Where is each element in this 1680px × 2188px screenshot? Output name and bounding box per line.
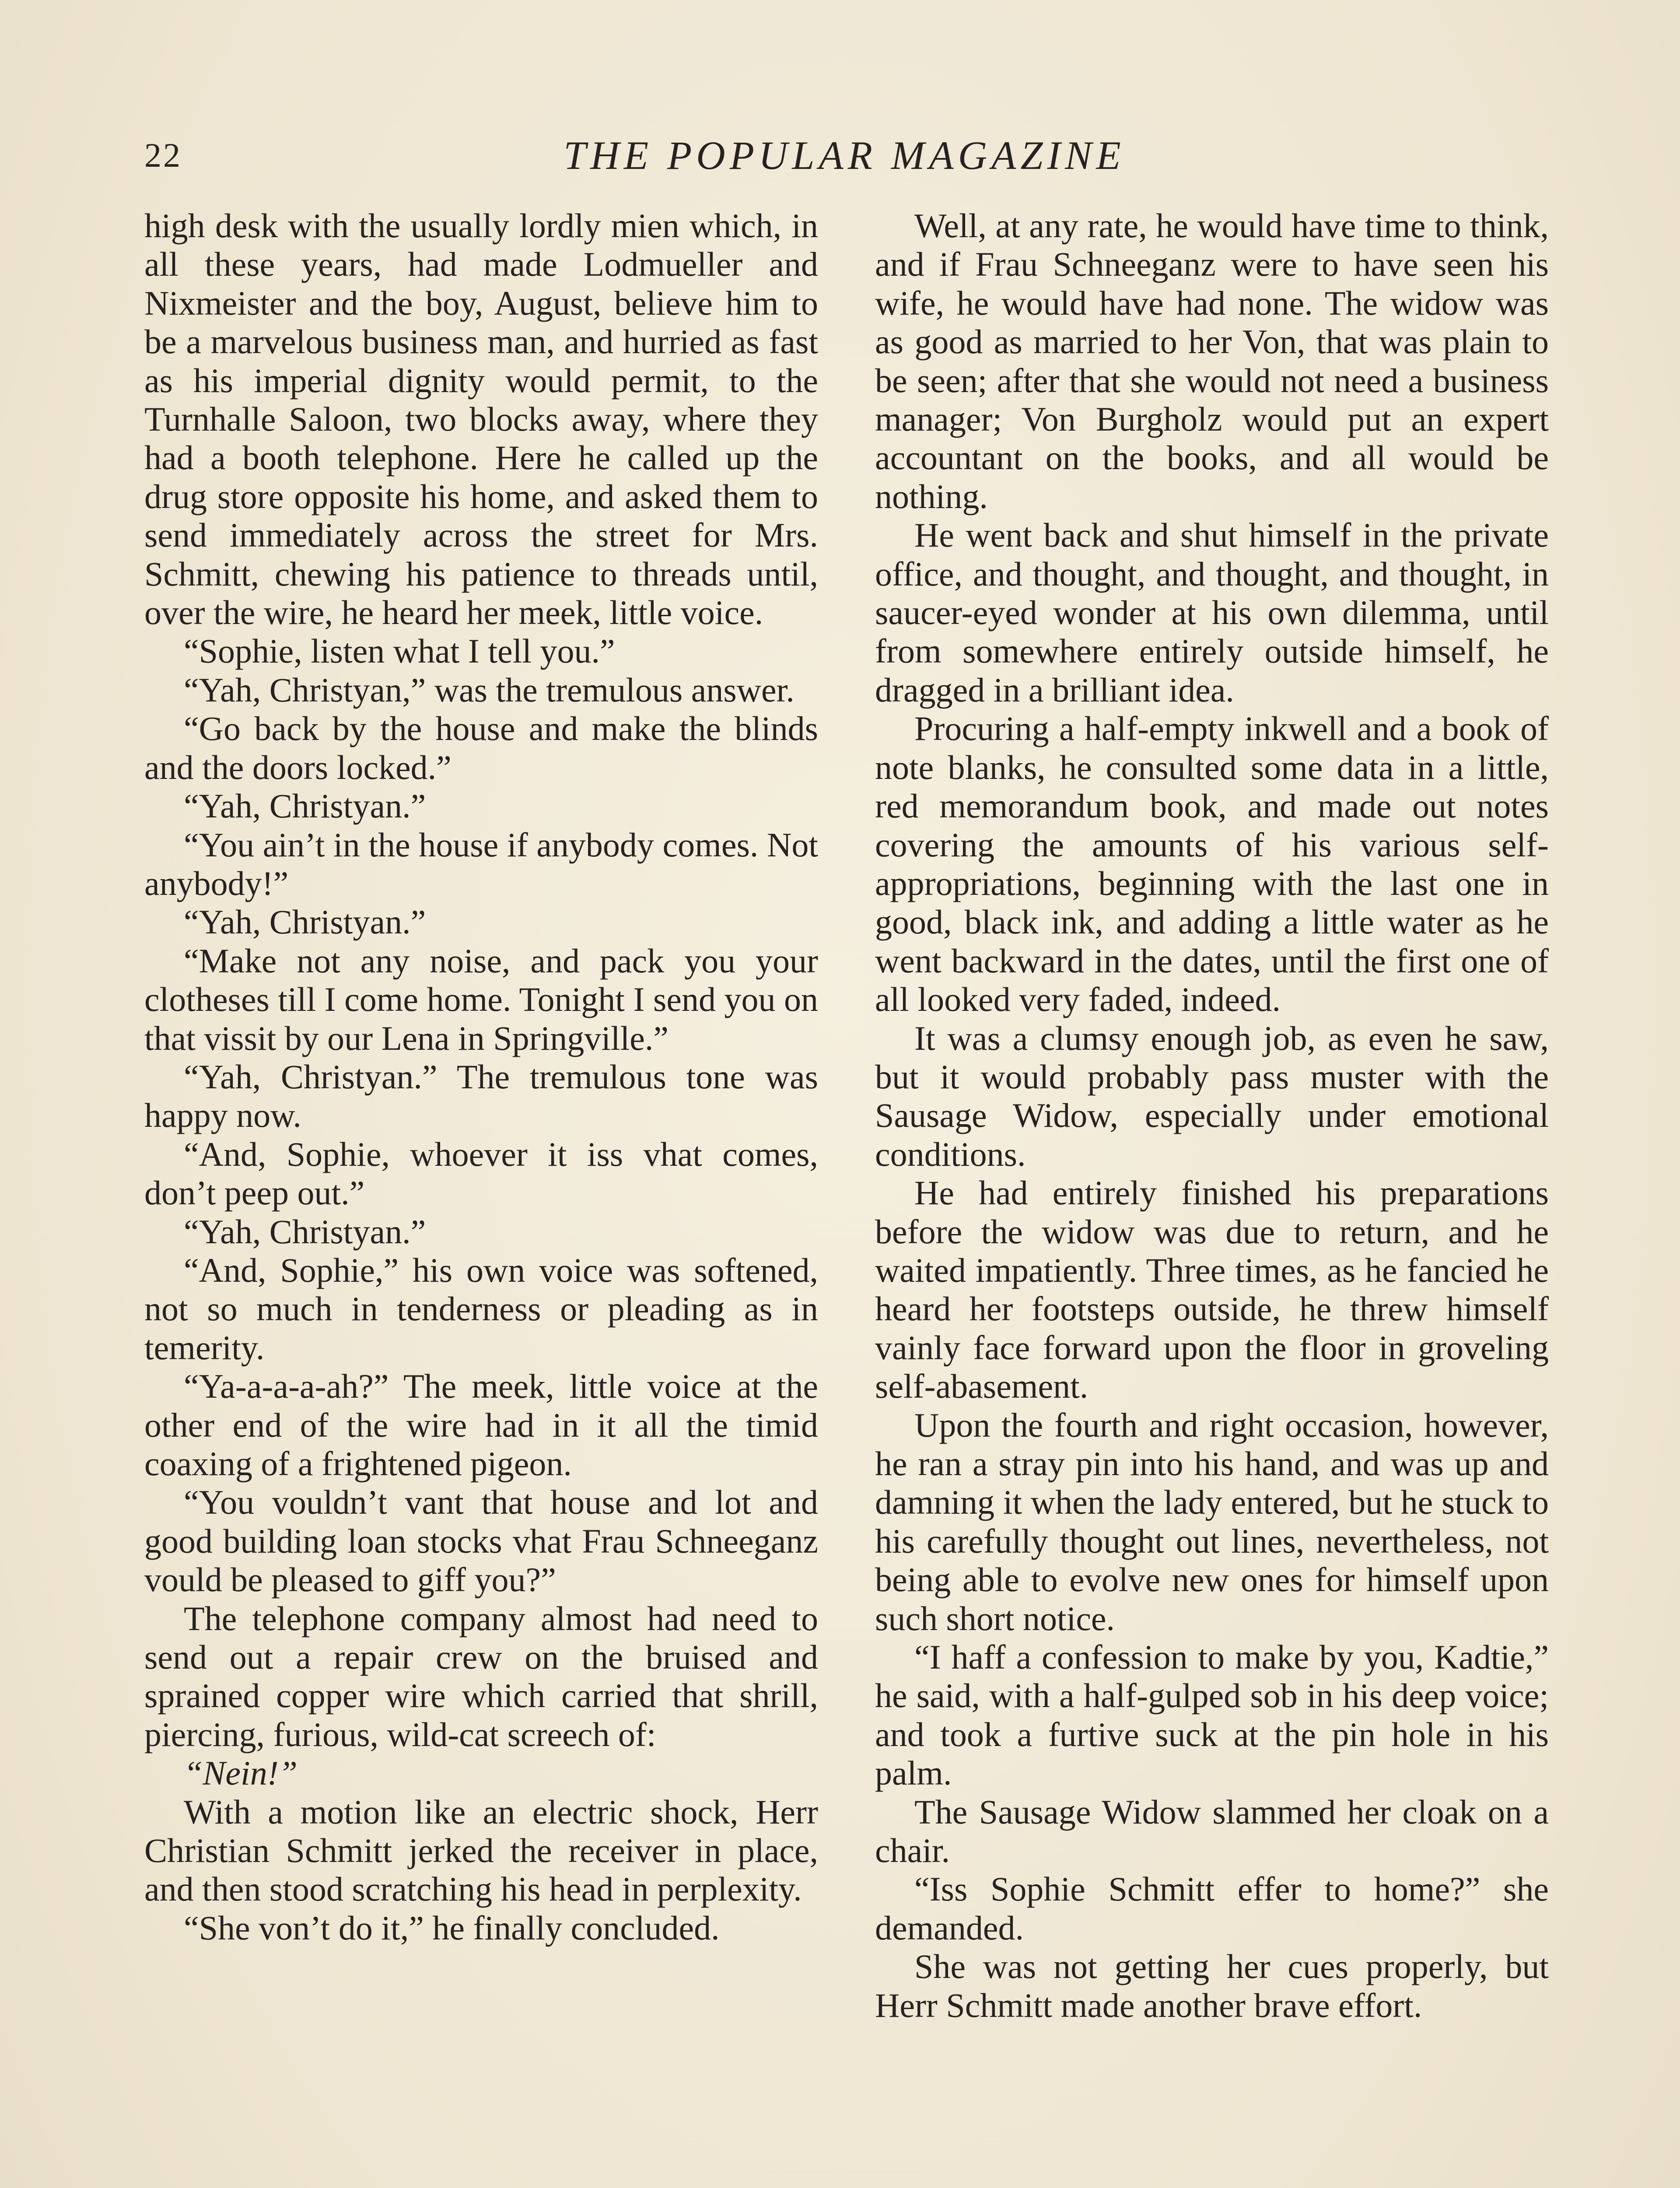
page-header — [144, 131, 1544, 184]
paragraph: With a motion like an electric shock, Herr Christian Schmitt jerked the receiver in place, and then stood scratching his head in perplexity. — [144, 1792, 818, 1908]
paragraph: “Make not any noise, and pack you your clotheses till I come home. Tonight I send you on that vissit by our Lena in Springville.” — [144, 941, 818, 1057]
paragraph: Upon the fourth and right occasion, however, he ran a stray pin into his hand, and was up and damning it when the lady entered, but he stuck to his carefully thought out lines, nevertheless, not being able to evolve new ones for himself upon such short notice. — [875, 1406, 1549, 1637]
paragraph: “You ain’t in the house if anybody comes. Not anybody!” — [144, 825, 818, 902]
paragraph: “Yah, Christyan.” — [184, 1212, 426, 1251]
paragraph: Procuring a half-empty inkwell and a book of note blanks, he consulted some data in a little, red memorandum book, and made out notes covering the amounts of his various self-appropriations, beginning with the last one in good, black ink, and adding a little water as he went backward in the dates, until the first one of all looked very faded, indeed. — [875, 709, 1549, 1019]
paragraph: Well, at any rate, he would have time to think, and if Frau Schneeganz were to have seen his wife, he would have had none. The widow was as good as married to her Von, that was plain to be seen; after that she would not need a business manager; Von Burgholz would put an expert accountant on the books, and all would be nothing. — [875, 207, 1549, 515]
paragraph: “Go back by the house and make the blinds and the doors locked.” — [144, 709, 818, 786]
paragraph: “Yah, Christyan.” — [184, 903, 426, 941]
right-column — [875, 207, 1549, 2025]
paragraph: “And, Sophie,” his own voice was softened, not so much in tenderness or pleading as in temerity. — [144, 1251, 818, 1367]
paragraph: “Yah, Christyan.” — [184, 787, 426, 825]
paragraph: “Ya-a-a-a-ah?” The meek, little voice at the other end of the wire had in it all the timid coaxing of a frightened pigeon. — [144, 1367, 818, 1483]
paragraph: “Iss Sophie Schmitt effer to home?” she demanded. — [875, 1870, 1549, 1947]
running-title: THE POPULAR MAGAZINE — [564, 133, 1125, 178]
paragraph: high desk with the usually lordly mien which, in all these years, had made Lodmueller and Nixmeister and the boy, August, believe him to be a marvelous business man, and hurried as fast as his imperial dignity would permit, to the Turnhalle Saloon, two blocks away, where they had a booth telephone. Here he called up the drug store opposite his home, and asked them to send immediately across the street for Mrs. Schmitt, chewing his patience to threads until, over the wire, he heard her meek, little voice. — [144, 207, 818, 632]
text-columns — [144, 207, 1549, 2025]
left-column — [144, 207, 818, 2025]
paragraph: “She von’t do it,” he finally concluded. — [184, 1908, 720, 1947]
paragraph: “And, Sophie, whoever it iss vhat comes, don’t peep out.” — [144, 1135, 818, 1212]
paragraph: “You vouldn’t vant that house and lot and good building loan stocks vhat Frau Schneeganz vould be pleased to giff you?” — [144, 1483, 818, 1599]
paragraph: “Nein!” — [184, 1754, 298, 1792]
paragraph: The Sausage Widow slammed her cloak on a chair. — [875, 1792, 1549, 1870]
paragraph: “Sophie, listen what I tell you.” — [184, 632, 615, 670]
paragraph: “I haff a confession to make by you, Kadtie,” he said, with a half-gulped sob in his deep voice; and took a furtive suck at the pin hole in his palm. — [875, 1638, 1549, 1792]
paragraph: “Yah, Christyan,” was the tremulous answer. — [184, 670, 794, 709]
paragraph: He had entirely finished his preparations before the widow was due to return, and he waited impatiently. Three times, as he fancied he heard her footsteps outside, he threw himself vainly face forward upon the floor in groveling self-abasement. — [875, 1174, 1549, 1406]
paragraph: He went back and shut himself in the private office, and thought, and thought, and thought, in saucer-eyed wonder at his own dilemma, until from somewhere entirely outside himself, he dragged in a brilliant idea. — [875, 516, 1549, 709]
paragraph: It was a clumsy enough job, as even he saw, but it would probably pass muster with the Sausage Widow, especially under emotional conditions. — [875, 1019, 1549, 1173]
paragraph: She was not getting her cues properly, but Herr Schmitt made another brave effort. — [875, 1947, 1549, 2024]
page-number: 22 — [144, 136, 182, 174]
paragraph: The telephone company almost had need to send out a repair crew on the bruised and sprained copper wire which carried that shrill, piercing, furious, wild-cat screech of: — [144, 1599, 818, 1753]
paragraph: “Yah, Christyan.” The tremulous tone was happy now. — [144, 1057, 818, 1135]
